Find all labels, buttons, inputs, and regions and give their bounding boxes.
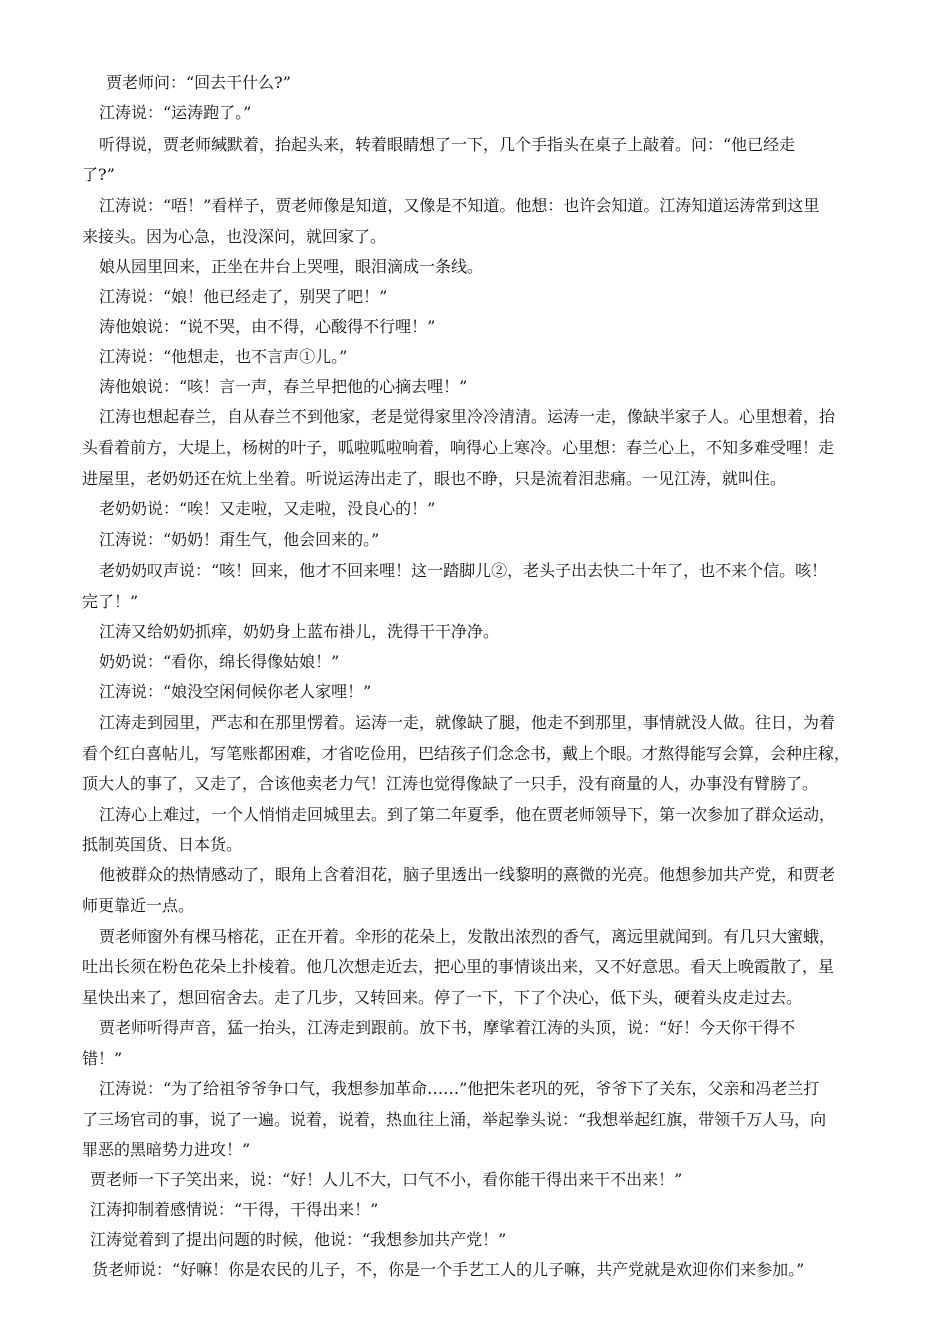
- text-line: 看个红白喜帖儿，写笔账都困难，才省吃俭用，巴结孩子们念念书，戴上个眼。才熬得能写会算，会种庄稼，: [82, 744, 851, 763]
- text-line: 涛他娘说：“咳！言一声，春兰早把他的心摘去哩！”: [99, 377, 468, 396]
- text-line: 抵制英国货、日本货。: [82, 835, 243, 854]
- text-line: 老奶奶说：“唉！又走啦，又走啦，没良心的！”: [99, 499, 436, 518]
- text-line: 江涛说：“娘！他已经走了，别哭了吧！”: [99, 287, 388, 306]
- text-line: 涛他娘说：“说不哭，由不得，心酸得不行哩！”: [99, 317, 436, 336]
- text-line: 江涛说：“唔！”看样子，贾老师像是知道，又像是不知道。他想：也许会知道。江涛知道运涛常到这里: [99, 196, 820, 215]
- text-line: 江涛觉着到了提出问题的时候，他说：“我想参加共产党！”: [90, 1230, 507, 1249]
- text-line: 错！”: [82, 1049, 123, 1068]
- text-line: 完了！”: [82, 592, 139, 611]
- text-line: 贾老师一下子笑出来，说：“好！人儿不大，口气不小，看你能干得出来干不出来！”: [90, 1170, 683, 1189]
- text-line: 江涛说：“娘没空闲伺候你老人家哩！”: [99, 682, 372, 701]
- text-line: 罪恶的黑暗势力进攻！”: [82, 1140, 251, 1159]
- text-line: 贾老师听得声音，猛一抬头，江涛走到跟前。放下书，摩挲着江涛的头顶，说：“好！今天你干得不: [99, 1018, 796, 1037]
- text-line: 江涛也想起春兰，自从春兰不到他家，老是觉得家里冷冷清清。运涛一走，像缺半家子人。心里想着，抬: [99, 407, 836, 426]
- text-line: 江涛抑制着感情说：“干得，干得出来！”: [90, 1200, 379, 1219]
- text-line: 他被群众的热情感动了，眼角上含着泪花，脑子里透出一线黎明的熹微的光亮。他想参加共产党，和贾老: [99, 865, 836, 884]
- text-line: 江涛心上难过，一个人悄悄走回城里去。到了第二年夏季，他在贾老师领导下，第一次参加了群众运动，: [99, 805, 836, 824]
- text-line: 进屋里，老奶奶还在炕上坐着。听说运涛出走了，眼也不睁，只是流着泪悲痛。一见江涛，就叫住。: [82, 469, 787, 488]
- text-line: 听得说，贾老师缄默着，抬起头来，转着眼睛想了一下，几个手指头在桌子上敲着。问：“他已经走: [99, 135, 796, 154]
- text-line: 贾老师问：“回去干什么?”: [106, 73, 291, 92]
- text-line: 贾老师窗外有棵马榕花，正在开着。伞形的花朵上，发散出浓烈的香气，离远里就闻到。有几只大蜜蛾，: [99, 927, 836, 946]
- text-line: 来接头。因为心急，也没深问，就回家了。: [82, 227, 387, 246]
- text-line: 星快出来了，想回宿舍去。走了几步，又转回来。停了一下，下了个决心，低下头，硬着头皮走过去。: [82, 988, 803, 1007]
- text-line: 娘从园里回来，正坐在井台上哭哩，眼泪滴成一条线。: [99, 257, 484, 276]
- text-line: 江涛说：“为了给祖爷爷争口气，我想参加革命……”他把朱老巩的死，爷爷下了关东，父亲和冯老兰打: [99, 1079, 820, 1098]
- text-line: 顶大人的事了，又走了，合该他卖老力气！江涛也觉得像缺了一只手，没有商量的人，办事没有臂膀了。: [82, 774, 819, 793]
- text-line: 老奶奶叹声说：“咳！回来，他才不回来哩！这一踏脚儿②，老头子出去快二十年了，也不来个信。咳！: [99, 561, 828, 580]
- text-line: 师更靠近一点。: [82, 896, 195, 915]
- text-line: 江涛走到园里，严志和在那里愣着。运涛一走，就像缺了腿，他走不到那里，事情就没人做。往日，为着: [99, 713, 836, 732]
- text-line: 江涛说：“运涛跑了。”: [99, 103, 252, 122]
- text-line: 货老师说：“好嘛！你是农民的儿子，不，你是一个手艺工人的儿子嘛，共产党就是欢迎你们来参加。”: [92, 1260, 805, 1279]
- text-line: 了?”: [82, 165, 115, 184]
- text-line: 江涛说：“奶奶！甭生气，他会回来的。”: [99, 530, 380, 549]
- text-line: 头看着前方，大堤上，杨树的叶子，呱啦呱啦响着，响得心上寒冷。心里想：春兰心上，不知多难受哩！走: [82, 438, 835, 457]
- text-line: 了三场官司的事，说了一遍。说着，说着，热血往上涌，举起拳头说：“我想举起红旗，带领千万人马，向: [82, 1110, 827, 1129]
- text-line: 吐出长须在粉色花朵上扑棱着。他几次想走近去，把心里的事情谈出来，又不好意思。看天上晚霞散了，星: [82, 957, 835, 976]
- text-line: 江涛又给奶奶抓痒，奶奶身上蓝布褂儿，洗得干干净净。: [99, 622, 500, 641]
- text-line: 奶奶说：“看你，绵长得像姑娘！”: [99, 652, 340, 671]
- text-line: 江涛说：“他想走，也不言声①儿。”: [99, 347, 348, 366]
